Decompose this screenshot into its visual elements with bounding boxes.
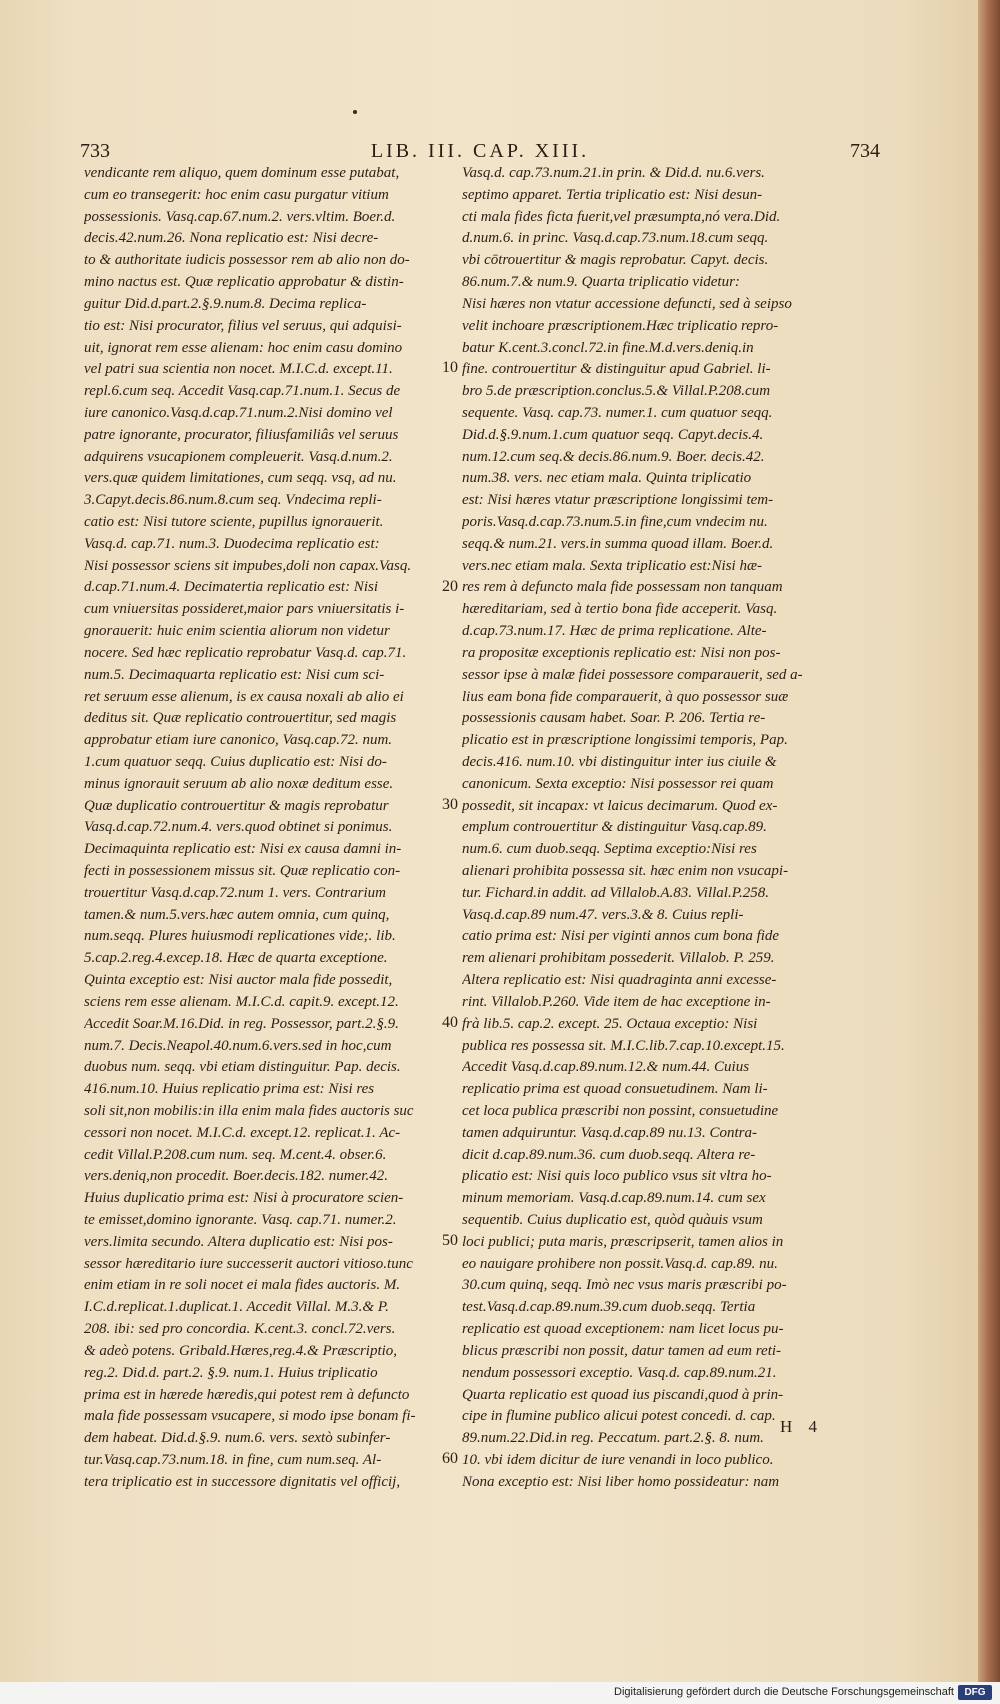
text-line: sessor hæreditario iure successerit auctori vitioso.tunc [84,1255,413,1272]
left-column [84,163,440,1494]
text-line: res rem à defuncto mala fide possessam non tanquam [462,579,783,596]
text-line: vendicante rem aliquo, quem dominum esse putabat, [84,165,400,181]
page-number-left: 733 [80,140,110,162]
text-line: hæreditariam, sed à tertio bona fide acceperit. Vasq. [462,601,778,618]
text-line: plicatio est in præscriptione longissimi temporis, Pap. [462,732,788,749]
text-line: dicit d.cap.89.num.36. cum duob.seqq. Altera re- [462,1146,756,1163]
text-line: vel patri sua scientia non nocet. M.I.C.d. except.11. [84,361,393,378]
text-line: eo nauigare prohibere non possit.Vasq.d. cap.89. nu. [462,1255,778,1272]
text-line: 5.cap.2.reg.4.excep.18. Hæc de quarta exceptione. [84,950,388,967]
text-line: Vasq.d.cap.89 num.47. vers.3.& 8. Cuius repli- [462,906,744,923]
text-line: rem alienari prohibitam possederit. Villalob. P. 259. [462,950,775,967]
text-line: 30.cum quinq, seqq. Imò nec vsus maris præscribi po- [462,1277,787,1294]
text-line: velit inchoare præscriptionem.Hæc triplicatio repro- [462,317,779,334]
footer-bar [0,1682,1000,1704]
text-line: 89.num.22.Did.in reg. Peccatum. part.2.§. 8. num. [462,1430,764,1447]
text-line: fine. controuertitur & distinguitur apud Gabriel. li- [462,361,771,378]
text-line: fecti in possessionem missus sit. Quæ replicatio con- [84,863,401,879]
text-line: num.seqq. Plures huiusmodi replicationes vide;. lib. [84,928,396,945]
text-line: decis.416. num.10. vbi distinguitur inter ius ciuile & [462,753,777,770]
text-line: loci publici; puta maris, præscripserit, tamen alios in [462,1233,784,1250]
text-line: tera triplicatio est in successore dignitatis vel officij, [84,1473,401,1490]
text-line: num.5. Decimaquarta replicatio est: Nisi cum sci- [84,666,385,683]
text-line: poris.Vasq.d.cap.73.num.5.in fine,cum vndecim nu. [462,514,768,530]
text-line: 416.num.10. Huius replicatio prima est: Nisi res [84,1081,375,1098]
text-line: cessori non nocet. M.I.C.d. except.12. replicat.1. Ac- [84,1124,401,1141]
ink-dot [353,110,357,114]
text-line: nendum possessori exceptio. Vasq.d. cap.89.num.21. [462,1364,777,1381]
text-line: Accedit Soar.M.16.Did. in reg. Possessor, part.2.§.9. [84,1015,399,1032]
text-line: patre ignorante, procurator, filiusfamiliâs vel seruus [84,426,399,443]
text-line: approbatur etiam iure canonico, Vasq.cap.72. num. [84,732,393,749]
text-line: nocere. Sed hæc replicatio reprobatur Vasq.d. cap.71. [84,644,407,661]
text-line: repl.6.cum seq. Accedit Vasq.cap.71.num.1. Secus de [84,383,401,400]
text-line: cedit Villal.P.208.cum num. seq. M.cent.4. obser.6. [84,1146,387,1163]
signature-mark: H 4 [780,1417,824,1436]
text-line: Decimaquinta replicatio est: Nisi ex causa damni in- [84,841,402,858]
text-line: vers.limita secundo. Altera duplicatio est: Nisi pos- [84,1233,393,1250]
text-line: lius eam bona fide comparauerit, à quo possessor suæ [462,688,789,705]
text-line: Vasq.d. cap.71. num.3. Duodecima replicatio est: [84,535,380,552]
text-line: Did.d.§.9.num.1.cum quatuor seqq. Capyt.decis.4. [462,426,764,443]
margin-line-number: 30 [442,795,458,813]
text-line: cum vniuersitas possideret,maior pars vniuersitatis i- [84,601,405,618]
text-line: mino nactus est. Quæ replicatio approbatur & distin- [84,274,404,291]
text-line: est: Nisi hæres vtatur præscriptione longissimi tem- [462,492,774,509]
text-line: vers.quæ quidem limitationes, cum seqq. vsq, ad nu. [84,470,397,487]
text-line: replicatio prima est quoad consuetudinem. Nam li- [462,1081,768,1098]
text-line: Nisi hæres non vtatur accessione defuncti, sed à seipso [462,295,792,312]
text-line: possedit, sit incapax: vt laicus decimarum. Quod ex- [462,797,778,814]
text-line: prima est in hærede hæredis,qui potest rem à defuncto [84,1386,410,1403]
text-line: test.Vasq.d.cap.89.num.39.cum duob.seqq. Tertia [462,1299,756,1316]
text-line: gnorauerit: huic enim scientia aliorum non videtur [84,623,390,640]
text-line: Nisi possessor sciens sit impubes,doli non capax.Vasq. [84,557,412,574]
text-line: septimo apparet. Tertia triplicatio est: Nisi desun- [462,186,763,203]
text-line: enim etiam in re soli nocet ei mala fides auctoris. M. [84,1277,401,1294]
text-line: decis.42.num.26. Nona replicatio est: Nisi decre- [84,230,379,247]
margin-line-number: 20 [442,577,458,595]
text-line: catio prima est: Nisi per viginti annos cum bona fide [462,928,780,945]
text-line: batur K.cent.3.concl.72.in fine.M.d.vers.deniq.in [462,339,754,356]
text-line: alienari prohibita possessa sit. hæc enim non vsucapi- [462,863,789,879]
text-line: I.C.d.replicat.1.duplicat.1. Accedit Villal. M.3.& P. [84,1299,389,1316]
text-line: catio est: Nisi tutore sciente, pupillus ignorauerit. [84,514,384,530]
text-line: adquirens vsucapionem compleuerit. Vasq.d.num.2. [84,448,393,465]
text-line: sequentib. Cuius duplicatio est, quòd quàuis vsum [462,1212,763,1228]
text-line: canonicum. Sexta exceptio: Nisi possessor rei quam [462,775,774,792]
text-line: cet loca publica præscribi non possint, consuetudine [462,1102,779,1119]
text-line: bro 5.de præscription.conclus.5.& Villal.P.208.cum [462,383,771,400]
text-line: 208. ibi: sed pro concordia. K.cent.3. concl.72.vers. [84,1321,396,1338]
text-line: iure canonico.Vasq.d.cap.71.num.2.Nisi domino vel [84,404,393,421]
text-line: d.num.6. in princ. Vasq.d.cap.73.num.18.cum seqq. [462,230,769,247]
margin-line-number: 60 [442,1450,458,1468]
right-column [462,163,818,1494]
text-line: sciens rem esse alienam. M.I.C.d. capit.9. except.12. [84,993,399,1010]
text-line: num.38. vers. nec etiam mala. Quinta triplicatio [462,470,752,487]
text-line: ra propositæ exceptionis replicatio est: Nisi non pos- [462,644,781,661]
text-line: soli sit,non mobilis:in illa enim mala fides auctoris suc [84,1102,414,1119]
margin-line-number: 50 [442,1232,458,1250]
text-line: tur.Vasq.cap.73.num.18. in fine, cum num.seq. Al- [84,1451,382,1468]
text-line: plicatio est: Nisi quis loco publico vsus sit vltra ho- [462,1168,772,1185]
text-line: Altera replicatio est: Nisi quadraginta anni excesse- [462,972,777,989]
text-line: Quinta exceptio est: Nisi auctor mala fide possedit, [84,972,393,989]
text-line: minus ignorauit seruum ab alio noxæ deditum esse. [84,775,394,792]
text-line: vers.deniq,non procedit. Boer.decis.182. numer.42. [84,1168,388,1185]
text-line: & adeò potens. Gribald.Hæres,reg.4.& Præscriptio, [84,1342,398,1359]
footer-credit: Digitalisierung gefördert durch die Deutsche Forschungsgemeinschaft [614,1686,954,1698]
text-line: possessionis. Vasq.cap.67.num.2. vers.vltim. Boer.d. [84,208,396,225]
text-line: seqq.& num.21. vers.in summa quoad illam. Boer.d. [462,535,774,552]
text-line: guitur Did.d.part.2.§.9.num.8. Decima replica- [84,295,367,312]
text-line: sequente. Vasq. cap.73. numer.1. cum quatuor seqq. [462,404,773,421]
book-edge [978,0,1000,1682]
text-line: ret seruum esse alienum, is ex causa noxali ab alio ei [84,688,404,705]
text-line: duobus num. seqq. vbi etiam distinguitur. Pap. decis. [84,1059,401,1076]
dfg-logo: DFG [958,1685,992,1700]
text-line: tamen adquiruntur. Vasq.d.cap.89 nu.13. Contra- [462,1124,758,1141]
margin-line-number: 40 [442,1013,458,1031]
text-line: cti mala fides ficta fuerit,vel præsumpta,nó vera.Did. [462,208,781,225]
text-line: rint. Villalob.P.260. Vide item de hac exceptione in- [462,993,771,1010]
text-line: publica res possessa sit. M.I.C.lib.7.cap.10.except.15. [462,1037,785,1054]
text-line: Accedit Vasq.d.cap.89.num.12.& num.44. Cuius [462,1059,750,1076]
text-line: blicus præscribi non possit, datur tamen ad eum reti- [462,1342,782,1359]
text-line: tamen.& num.5.vers.hæc autem omnia, cum quinq, [84,906,390,923]
text-line: sessor ipse à malæ fidei possessore comparauerit, sed a- [462,666,803,683]
text-line: cum eo transegerit: hoc enim casu purgatur vitium [84,186,389,203]
text-line: trouertitur Vasq.d.cap.72.num 1. vers. Contrarium [84,884,386,901]
text-line: tur. Fichard.in addit. ad Villalob.A.83. Villal.P.258. [462,884,769,901]
text-line: uit, ignorat rem esse alienam: hoc enim casu domino [84,339,403,356]
text-line: Vasq.d. cap.73.num.21.in prin. & Did.d. nu.6.vers. [462,165,765,181]
page-number-right: 734 [850,140,880,162]
text-line: possessionis causam habet. Soar. P. 206. Tertia re- [462,710,766,727]
text-line: 10. vbi idem dicitur de iure venandi in loco publico. [462,1451,774,1468]
text-line: tio est: Nisi procurator, filius vel seruus, qui adquisi- [84,317,402,334]
text-line: Huius duplicatio prima est: Nisi à procuratore scien- [84,1190,404,1207]
text-line: num.7. Decis.Neapol.40.num.6.vers.sed in hoc,cum [84,1037,392,1054]
text-line: d.cap.73.num.17. Hæc de prima replicatione. Alte- [462,623,767,640]
text-line: to & authoritate iudicis possessor rem ab alio non do- [84,252,410,269]
text-line: 1.cum quatuor seqq. Cuius duplicatio est: Nisi do- [84,753,387,770]
text-line: cipe in flumine publico alicui potest concedi. d. cap. [462,1408,776,1425]
text-line: dem habeat. Did.d.§.9. num.6. vers. sextò subinfer- [84,1430,391,1447]
text-line: num.12.cum seq.& decis.86.num.9. Boer. decis.42. [462,448,765,465]
text-line: frà lib.5. cap.2. except. 25. Octaua exceptio: Nisi [462,1015,758,1032]
text-line: Vasq.d.cap.72.num.4. vers.quod obtinet si ponimus. [84,819,393,836]
text-line: 86.num.7.& num.9. Quarta triplicatio videtur: [462,274,740,291]
margin-line-number: 10 [442,359,458,377]
text-line: mala fide possessam vsucapere, si modo ipse bonam fi- [84,1408,416,1425]
text-line: Quæ duplicatio controuertitur & magis reprobatur [84,797,389,814]
text-line: te emisset,domino ignorante. Vasq. cap.71. numer.2. [84,1212,397,1228]
text-line: d.cap.71.num.4. Decimatertia replicatio est: Nisi [84,579,378,596]
text-line: reg.2. Did.d. part.2. §.9. num.1. Huius triplicatio [84,1364,378,1381]
text-line: minum memoriam. Vasq.d.cap.89.num.14. cum sex [462,1190,766,1207]
text-line: num.6. cum duob.seqq. Septima exceptio:Nisi res [462,841,757,858]
text-line: vers.nec etiam mala. Sexta triplicatio est:Nisi hæ- [462,557,762,574]
text-line: vbi cōtrouertitur & magis reprobatur. Capyt. decis. [462,252,769,269]
text-line: deditus sit. Quæ replicatio controuertitur, sed magis [84,710,397,727]
text-line: 3.Capyt.decis.86.num.8.cum seq. Vndecima repli- [84,492,382,509]
text-line: replicatio est quoad exceptionem: nam licet locus pu- [462,1321,784,1338]
text-line: emplum controuertitur & distinguitur Vasq.cap.89. [462,819,767,836]
running-head: LIB. III. CAP. XIII. [370,140,590,162]
text-line: Nona exceptio est: Nisi liber homo possideatur: nam [462,1473,780,1490]
text-line: Quarta replicatio est quoad ius piscandi,quod à prin- [462,1386,784,1403]
